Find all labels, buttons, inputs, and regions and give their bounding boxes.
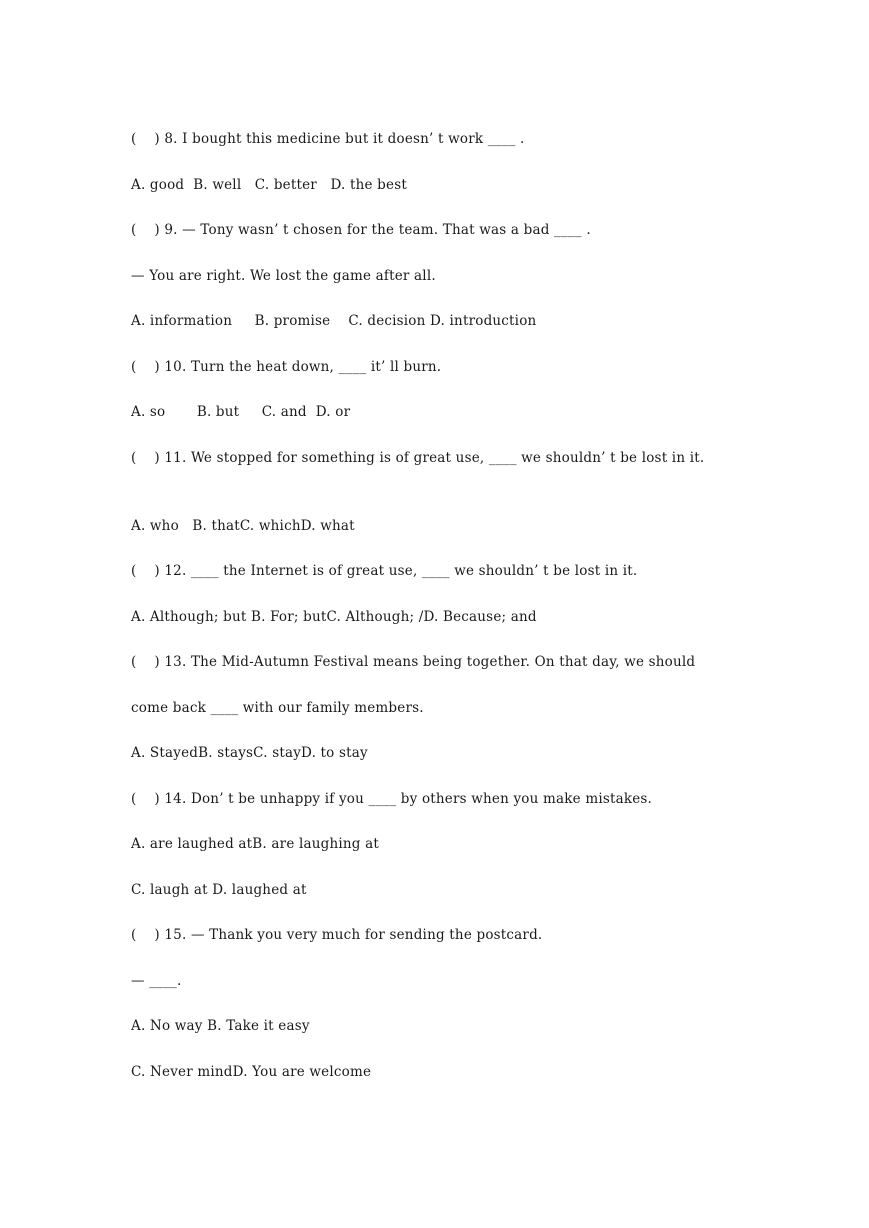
options-12: A. Although; but B. For; butC. Although; /D. Because; and	[131, 609, 537, 625]
question-14: ( ) 14. Don’ t be unhappy if you ____ by others when you make mistakes.	[131, 791, 653, 807]
options-14-ab: A. are laughed atB. are laughing at	[131, 836, 380, 852]
options-10: A. so B. but C. and D. or	[131, 404, 351, 420]
options-11: A. who B. thatC. whichD. what	[131, 518, 355, 534]
options-13: A. StayedB. staysC. stayD. to stay	[131, 745, 368, 761]
options-14-cd: C. laugh at D. laughed at	[131, 882, 307, 898]
options-15-cd: C. Never mindD. You are welcome	[131, 1064, 372, 1080]
options-8: A. good B. well C. better D. the best	[131, 177, 407, 193]
question-13-continued: come back ____ with our family members.	[131, 700, 424, 716]
dialogue-9: — You are right. We lost the game after all.	[131, 268, 436, 284]
question-13: ( ) 13. The Mid-Autumn Festival means being together. On that day, we should	[131, 654, 696, 670]
question-8: ( ) 8. I bought this medicine but it doesn’ t work ____ .	[131, 131, 525, 147]
question-10: ( ) 10. Turn the heat down, ____ it’ ll burn.	[131, 359, 442, 375]
question-11: ( ) 11. We stopped for something is of great use, ____ we shouldn’ t be lost in it.	[131, 450, 705, 466]
question-15: ( ) 15. — Thank you very much for sending the postcard.	[131, 927, 543, 943]
options-9: A. information B. promise C. decision D. introduction	[131, 313, 537, 329]
question-9: ( ) 9. — Tony wasn’ t chosen for the team. That was a bad ____ .	[131, 222, 591, 238]
question-12: ( ) 12. ____ the Internet is of great use, ____ we shouldn’ t be lost in it.	[131, 563, 638, 579]
dialogue-15: — ____.	[131, 973, 182, 989]
options-15-ab: A. No way B. Take it easy	[131, 1018, 310, 1034]
